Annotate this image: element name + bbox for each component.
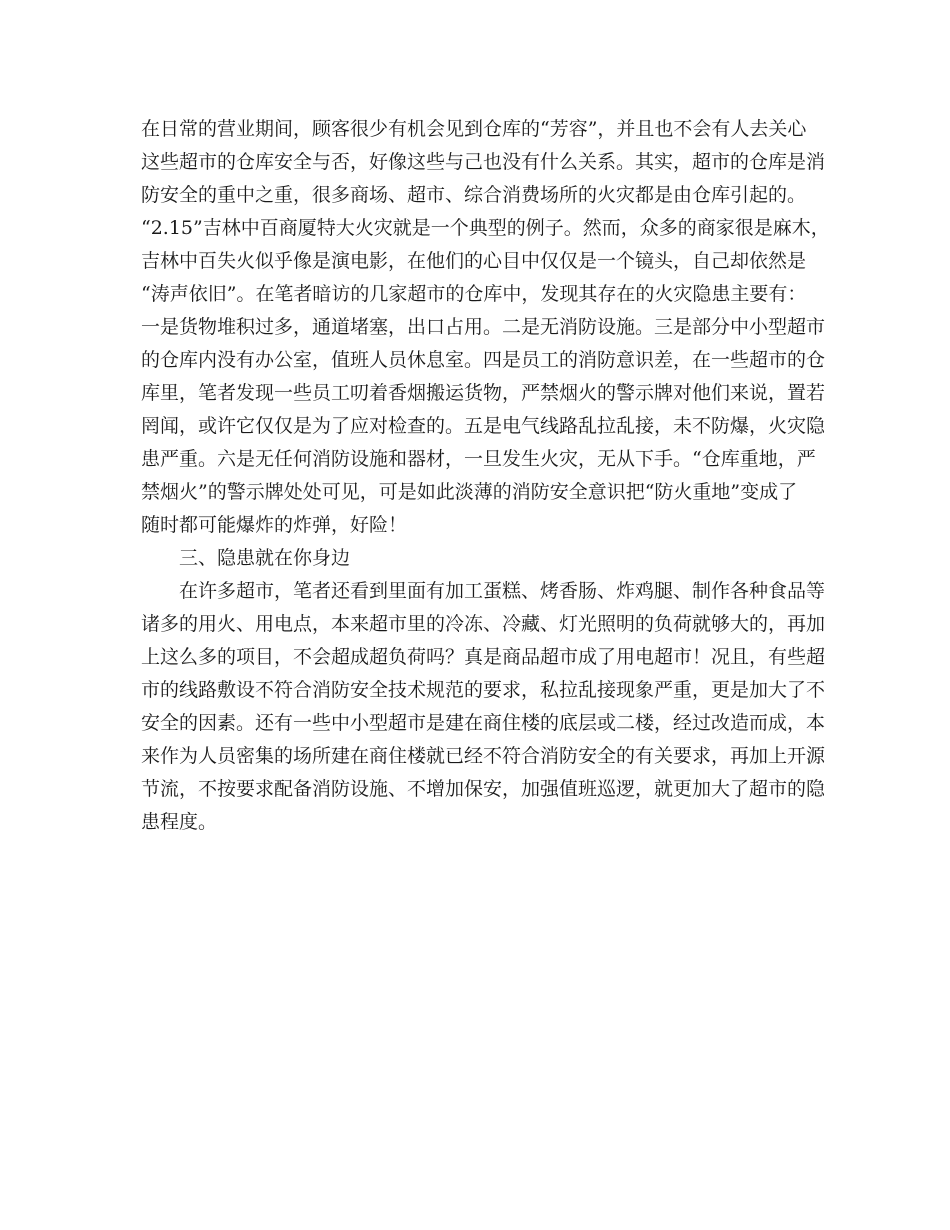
text-line: “涛声依旧”。在笔者暗访的几家超市的仓库中，发现其存在的火灾隐患主要有： [141,283,807,305]
text-line: 的仓库内没有办公室，值班人员休息室。四是员工的消防意识差，在一些超市的仓 [141,349,826,371]
text-line: 节流，不按要求配备消防设施、不增加保安，加强值班巡逻，就更加大了超市的隐 [141,778,826,800]
text-line: 这些超市的仓库安全与否，好像这些与己也没有什么关系。其实，超市的仓库是消 [141,151,826,173]
text-line: 库里，笔者发现一些员工叨着香烟搬运货物，严禁烟火的警示牌对他们来说，置若 [141,382,826,404]
text-line: 在日常的营业期间，顾客很少有机会见到仓库的“芳容”，并且也不会有人去关心 [141,118,807,140]
document-body [141,113,830,839]
text-line: 来作为人员密集的场所建在商住楼就已经不符合消防安全的有关要求，再加上开源 [141,745,826,767]
text-line: 在许多超市，笔者还看到里面有加工蛋糕、烤香肠、炸鸡腿、制作各种食品等 [179,580,826,602]
text-line: 罔闻，或许它仅仅是为了应对检查的。五是电气线路乱拉乱接，未不防爆，火灾隐 [141,415,826,437]
section-heading: 三、隐患就在你身边 [179,547,351,569]
text-line: 患严重。六是无任何消防设施和器材，一旦发生火灾，无从下手。“仓库重地，严 [141,448,816,470]
text-line: 市的线路敷设不符合消防安全技术规范的要求，私拉乱接现象严重，更是加大了不 [141,679,826,701]
text-line: 安全的因素。还有一些中小型超市是建在商住楼的底层或二楼，经过改造而成，本 [141,712,826,734]
text-line: 一是货物堆积过多，通道堵塞，出口占用。二是无消防设施。三是部分中小型超市 [141,316,826,338]
text-line: 禁烟火”的警示牌处处可见，可是如此淡薄的消防安全意识把“防火重地”变成了 [141,481,798,503]
text-line: 上这么多的项目，不会超成超负荷吗？真是商品超市成了用电超市！况且，有些超 [141,646,826,668]
text-line: 患程度。 [141,811,218,833]
text-line: 随时都可能爆炸的炸弹，好险！ [141,514,408,536]
text-line: 防安全的重中之重，很多商场、超市、综合消费场所的火灾都是由仓库引起的。 [141,184,807,206]
text-line: 吉林中百失火似乎像是演电影，在他们的心目中仅仅是一个镜头，自己却依然是 [141,250,807,272]
text-line: 诸多的用火、用电点，本来超市里的冷冻、冷藏、灯光照明的负荷就够大的，再加 [141,613,826,635]
text-line: “2.15”吉林中百商厦特大火灾就是一个典型的例子。然而，众多的商家很是麻木， [141,217,830,239]
